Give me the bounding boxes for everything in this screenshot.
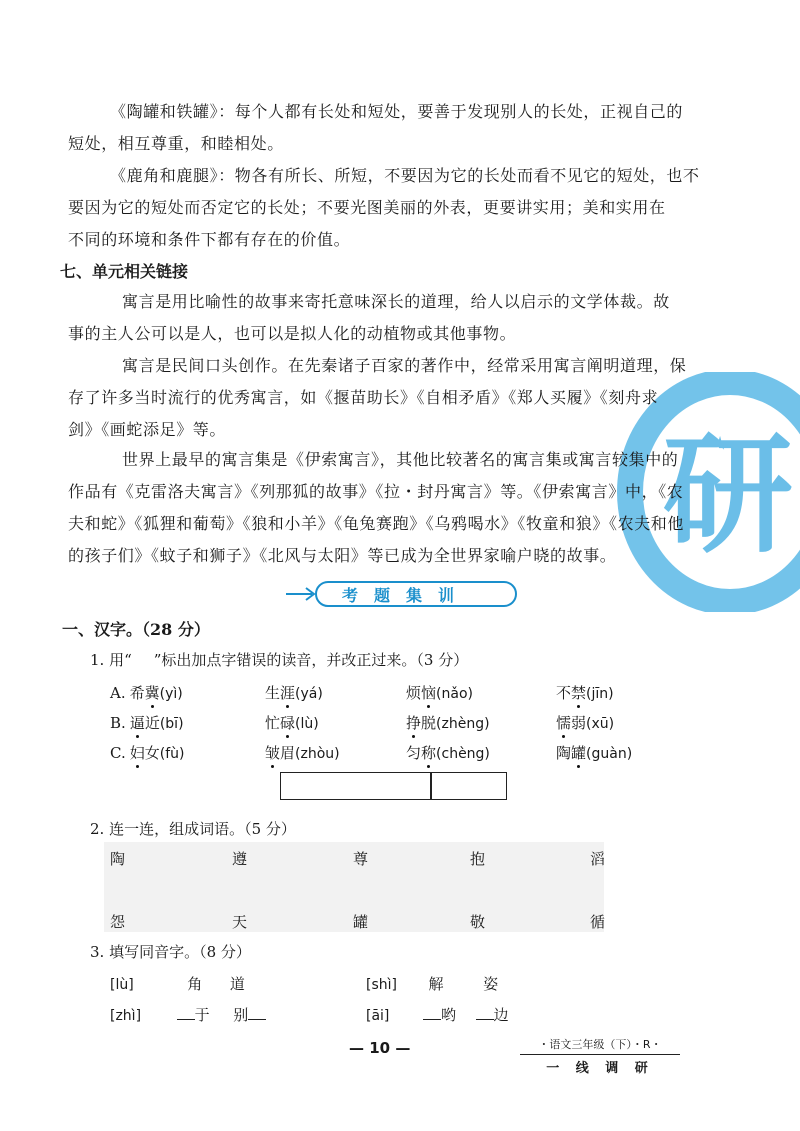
- q1-dotted-char: 挣: [406, 714, 422, 732]
- q1-word-prefix: 陶: [556, 744, 572, 762]
- q3-blank-1[interactable]: [177, 1004, 195, 1020]
- q3-pinyin-lu: [lù]: [110, 977, 134, 993]
- q1-pinyin: (chèng): [436, 746, 490, 762]
- q1-row-label: C.: [110, 744, 126, 762]
- q1-instruction-prefix: 1. 用“: [90, 651, 132, 669]
- q1-word-suffix: 弱: [571, 714, 587, 732]
- section7-para1-line1: 寓言是用比喻性的故事来寄托意味深长的道理，给人以启示的文学体裁。故: [122, 292, 670, 311]
- section7-para2-line3: 剑》《画蛇添足》等。: [68, 420, 227, 439]
- answer-box-left[interactable]: [280, 772, 432, 800]
- q1-option-b2: [265, 712, 319, 733]
- q3-row2-left: [110, 1004, 266, 1025]
- q3-word-bie: 别: [233, 1006, 249, 1024]
- book-label-line1: ・语文三年级（下）・R・: [520, 1036, 680, 1055]
- q1-word-prefix: 忙: [265, 714, 281, 732]
- q3-title: 3. 填写同音字。（8 分）: [90, 943, 251, 961]
- match-bottom-char[interactable]: 天: [232, 913, 248, 931]
- q1-word-prefix: 不: [556, 684, 572, 702]
- fable-summary-2: [68, 160, 702, 256]
- match-top-char[interactable]: 滔: [590, 850, 606, 868]
- q1-dotted-char: 称: [421, 744, 437, 762]
- q1-option-a2: [265, 682, 323, 703]
- q1-instruction-suffix: ”标出加点字错误的读音，并改正过来。（3 分）: [153, 651, 469, 669]
- q1-dotted-char: 恼: [421, 684, 437, 702]
- q1-pinyin: (guàn): [586, 746, 633, 762]
- q3-word-jie: 解: [428, 975, 444, 993]
- q1-row-label: B.: [110, 714, 126, 732]
- section7-para3-line1: 世界上最早的寓言集是《伊索寓言》，其他比较著名的寓言集或寓言较集中的: [122, 450, 679, 469]
- q1-row-label: A.: [110, 684, 126, 702]
- q1-word-suffix: 脱: [421, 714, 437, 732]
- section7-heading: 七、单元相关链接: [60, 262, 189, 281]
- fable-summary-2-line2: 要因为它的短处而否定它的长处；不要光图美丽的外表，更要讲实用；美和实用在: [68, 198, 666, 217]
- q1-dotted-char: 碌: [280, 714, 296, 732]
- q1-dotted-char: 禁: [571, 684, 587, 702]
- banner-title: 考题集训: [342, 586, 471, 605]
- q1-option-c2: [265, 742, 340, 763]
- q1-option-c1: [110, 742, 184, 763]
- q1-dotted-char: 罐: [571, 744, 587, 762]
- page-number: — 10 —: [349, 1039, 411, 1057]
- q3-word-yo: 哟: [440, 1006, 456, 1024]
- watermark-char: 研: [662, 419, 794, 571]
- exam-banner: [282, 578, 522, 610]
- q3-word-zi: 姿: [483, 975, 499, 993]
- match-top-char[interactable]: 抱: [470, 850, 486, 868]
- section7-para3-line2: 作品有《克雷洛夫寓言》《列那狐的故事》《拉・封丹寓言》等。《伊索寓言》中，《农: [68, 482, 684, 501]
- section7-para2-line2: 存了许多当时流行的优秀寓言，如《揠苗助长》《自相矛盾》《郑人买履》《刻舟求: [68, 388, 659, 407]
- answer-box-right[interactable]: [430, 772, 507, 800]
- section7-para1-line2: 事的主人公可以是人，也可以是拟人化的动植物或其他事物。: [68, 324, 517, 343]
- q1-dotted-char: 逼: [129, 714, 145, 732]
- match-top-char[interactable]: 遵: [232, 850, 248, 868]
- q3-row1-right: [366, 973, 498, 994]
- q2-title: 2. 连一连，组成词语。（5 分）: [90, 820, 296, 838]
- q3-pinyin-shi: [shì]: [366, 977, 397, 993]
- q1-pinyin: (fù): [159, 746, 185, 762]
- q1-option-a1: [110, 682, 183, 703]
- match-bottom-char[interactable]: 怨: [110, 913, 126, 931]
- q3-blank-4[interactable]: [476, 1004, 494, 1020]
- match-top-char[interactable]: 陶: [110, 850, 126, 868]
- q1-word-prefix: 匀: [406, 744, 422, 762]
- q3-row2-right: [366, 1004, 509, 1025]
- q1-word-prefix: 希: [129, 684, 145, 702]
- q1-dotted-char: 涯: [280, 684, 296, 702]
- section7-para2-line1: 寓言是民间口头创作。在先秦诸子百家的著作中，经常采用寓言阐明道理，保: [122, 356, 687, 375]
- match-bottom-char[interactable]: 敬: [470, 913, 486, 931]
- q3-word-bian: 边: [493, 1006, 509, 1024]
- q3-word-jiao: 角: [187, 975, 203, 993]
- q3-word-dao: 道: [229, 975, 245, 993]
- q1-pinyin: (zhòu): [295, 746, 340, 762]
- q1-pinyin: (bī): [159, 716, 184, 732]
- match-top-char[interactable]: 尊: [353, 850, 369, 868]
- q1-dotted-char: 皱: [265, 744, 281, 762]
- q1-pinyin: (zhèng): [436, 716, 490, 732]
- q1-pinyin: (nǎo): [436, 686, 473, 702]
- q1-pinyin: (lù): [295, 716, 319, 732]
- q1-pinyin: (jīn): [586, 686, 614, 702]
- section7-para1: [68, 286, 702, 350]
- section7-para3-line3: 夫和蛇》《狐狸和葡萄》《狼和小羊》《龟兔赛跑》《乌鸦喝水》《牧童和狼》《农夫和他: [68, 514, 685, 533]
- q3-row1-left: [110, 973, 245, 994]
- fable-summary-1-line2: 短处，相互尊重，和睦相处。: [68, 134, 284, 153]
- q3-word-yu: 于: [194, 1006, 210, 1024]
- q3-blank-3[interactable]: [423, 1004, 441, 1020]
- section7-para3-line4: 的孩子们》《蚊子和狮子》《北风与太阳》等已成为全世界家喻户晓的故事。: [68, 546, 617, 565]
- fable-summary-2-line1: 《鹿角和鹿腿》：物各有所长、所短，不要因为它的长处而看不见它的短处，也不: [110, 166, 700, 185]
- q1-pinyin: (xū): [586, 716, 615, 732]
- q1-pinyin: (yì): [159, 686, 183, 702]
- fable-summary-1-line1: 《陶罐和铁罐》：每个人都有长处和短处，要善于发现别人的长处，正视自己的: [110, 102, 684, 121]
- q1-pinyin: (yá): [295, 686, 323, 702]
- match-bottom-char[interactable]: 循: [590, 913, 606, 931]
- match-bottom-char[interactable]: 罐: [353, 913, 369, 931]
- book-label: [520, 1036, 680, 1076]
- q1-dotted-char: 冀: [144, 684, 160, 702]
- q1-word-prefix: 生: [265, 684, 281, 702]
- book-label-line2: 一 线 调 研: [546, 1061, 654, 1076]
- section7-para2: [68, 350, 702, 446]
- q1-word-prefix: 烦: [406, 684, 422, 702]
- q1-option-a3: [406, 682, 473, 703]
- q1-option-b3: [406, 712, 490, 733]
- q1-word-suffix: 眉: [280, 744, 296, 762]
- q1-option-c4: [556, 742, 632, 763]
- q3-blank-2[interactable]: [248, 1004, 266, 1020]
- part1-heading: 一、汉字。（28 分）: [62, 620, 210, 639]
- q3-pinyin-zhi: [zhì]: [110, 1008, 142, 1024]
- q3-pinyin-ai: [āi]: [366, 1008, 390, 1024]
- q1-option-a4: [556, 682, 614, 703]
- q1-option-b4: [556, 712, 614, 733]
- q1-option-c3: [406, 742, 490, 763]
- section7-para3: [68, 444, 702, 572]
- fable-summary-2-line3: 不同的环境和条件下都有存在的价值。: [68, 230, 351, 249]
- q1-dotted-char: 懦: [556, 714, 572, 732]
- q1-word-suffix: 女: [144, 744, 160, 762]
- fable-summary-1: [68, 96, 702, 160]
- q1-instruction: [90, 649, 468, 670]
- q1-dotted-char: 妇: [129, 744, 145, 762]
- q1-word-suffix: 近: [144, 714, 160, 732]
- q1-option-b1: [110, 712, 184, 733]
